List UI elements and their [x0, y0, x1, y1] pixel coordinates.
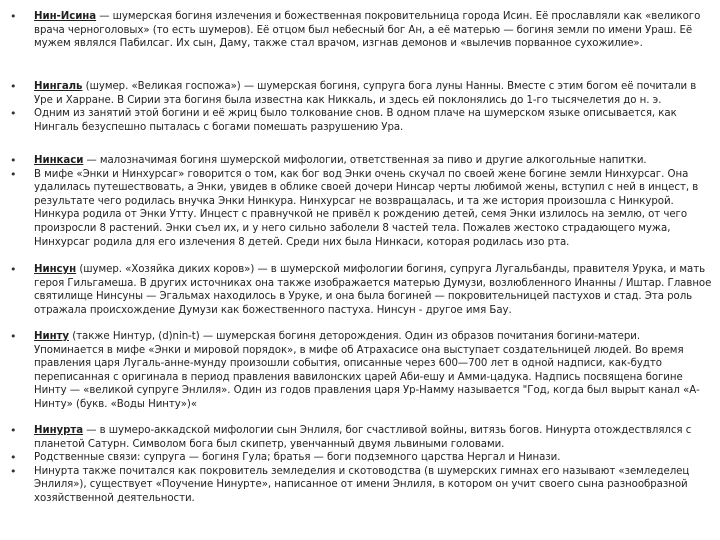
- bullet-icon: •: [10, 107, 17, 121]
- term-heading: Нинсун: [34, 264, 77, 275]
- list-item: [0, 465, 720, 506]
- entry-text: — в шумеро-аккадской мифологии сын Энлиля, бог счастливой войны, витязь богов. Нинурта отождествлялся с планетой Сатурн. Символом бога был скипетр, увенчанный двумя львиными головами.: [34, 425, 692, 450]
- list-item: [0, 451, 720, 465]
- bullet-icon: •: [10, 80, 17, 93]
- entry-ninsun: [0, 263, 720, 317]
- list-item: [0, 263, 720, 317]
- entry-ninkasi: [0, 154, 720, 249]
- term-heading: Нин-Исина: [34, 11, 97, 22]
- bullet-icon: •: [10, 451, 17, 465]
- bullet-icon: •: [10, 167, 17, 181]
- entry-ningal: [0, 80, 720, 134]
- term-heading: Нинкаси: [34, 155, 84, 166]
- bullet-icon: •: [10, 330, 17, 343]
- list-item: [0, 424, 720, 451]
- entry-text: (шумер. «Хозяйка диких коров») — в шумерской мифологии богиня, супруга Лугальбанды, правителя Урука, и мать героя Гильгамеша. В других источниках она также изображается матерью Думузи, возлюбленного Инанны / Иштар. Главное святилище Нинсуны — Эгальмах находилось в Уруке, и она была богиней — покровительницей пастухов и стад. Эта роль отражала происхождение Думузи как божественного пастуха. Нинсун - другое имя Бау.: [34, 264, 712, 316]
- entry-text: — шумерская богиня излечения и божественная покровительница города Исин. Её прославляли как «великого врача черноголовых» (то есть шумеров). Её отцом был небесный бог Ан, а её матерью — богиня земли по имени Ураш. Её мужем являлся Пабилсаг. Их сын, Даму, также стал врачом, изгнав демонов и «вылечив порванное сухожилие».: [34, 11, 701, 50]
- entry-text: Нинурта также почитался как покровитель земледелия и скотоводства (в шумерских гимнах его называют «земледелец Энлиля»), существует «Поучение Нинурте», написанное от имени Энлиля, в котором он учит своего сына разнообразной хозяйственной деятельности.: [34, 465, 690, 504]
- term-heading: Нинурта: [34, 425, 84, 436]
- entry-text: Одним из занятий этой богини и её жриц было толкование снов. В одном плаче на шумерском языке описывается, как Нингаль безуспешно пыталась с богами помешать разрушению Ура.: [34, 108, 677, 133]
- bullet-icon: •: [10, 263, 17, 276]
- entry-text: (шумер. «Великая госпожа») — шумерская богиня, супруга бога луны Нанны. Вместе с этим богом её почитали в Уре и Харране. В Сирии эта богиня была известна как Никкаль, и здесь ей поклонялись до 1-го тысячелетия до н. э.: [34, 81, 697, 106]
- list-item: [0, 80, 720, 107]
- bullet-icon: •: [10, 464, 17, 478]
- list-item: [0, 330, 720, 412]
- entry-text: — малозначимая богиня шумерской мифологии, ответственная за пиво и другие алкогольные напитки.: [83, 155, 647, 166]
- list-item: [0, 154, 720, 168]
- entry-text: (также Нинтур, (d)nin-t) — шумерская богиня деторождения. Один из образов почитания богини-матери. Упоминается в мифе «Энки и мировой порядок», в мифе об Атрахасисе она выступает создательницей людей. Во время правления царя Лугаль-анне-мунду произошли события, описанные через 600—700 лет в одной надписи, как-будто переписанная с оригинала в период правления вавилонских царей Аби-ешу и Амми-цадука. Надпись посвящена богине Нинту — «великой супруге Энлиля». Один из годов правления царя Ур-Намму называется "Год, когда был вырыт канал «А-Нинту» (букв. «Воды Нинту»)«: [34, 331, 700, 410]
- list-item: [0, 107, 720, 134]
- term-heading: Нингаль: [34, 81, 83, 92]
- bullet-icon: •: [10, 424, 17, 437]
- entry-text: Родственные связи: супруга — богиня Гула; братья — боги подземного царства Нергал и Нинази.: [34, 452, 561, 464]
- entry-text: В мифе «Энки и Нинхурсаг» говорится о том, как бог вод Энки очень скучал по своей жене богине земли Нинхурсаг. Она удалилась путешествовать, а Энки, увидев в облике своей дочери Нинсар черты любимой жены, вступил с ней в инцест, в результате чего родилась внучка Энки Нинкура. Нинхурсаг не возвращалась, и та же история произошла с Нинкурой. Нинкура родила от Энки Утту. Инцест с правнучкой не привёл к рождению детей, семя Энки излилось на землю, от чего произросли 8 растений. Энки съел их, и у него сильно заболели 8 частей тела. Пожалев жестоко страдающего мужа, Нинхурсаг родила для его излечения 8 детей. Среди них была Нинкаси, которая родилась изо рта.: [34, 168, 699, 248]
- bullet-icon: •: [10, 10, 17, 23]
- list-item: [0, 10, 720, 51]
- entry-ninurta: [0, 424, 720, 506]
- entry-nintu: [0, 330, 720, 412]
- entry-nin-isina: [0, 10, 720, 51]
- term-heading: Нинту: [34, 331, 69, 342]
- bullet-icon: •: [10, 154, 17, 167]
- list-item: [0, 168, 720, 250]
